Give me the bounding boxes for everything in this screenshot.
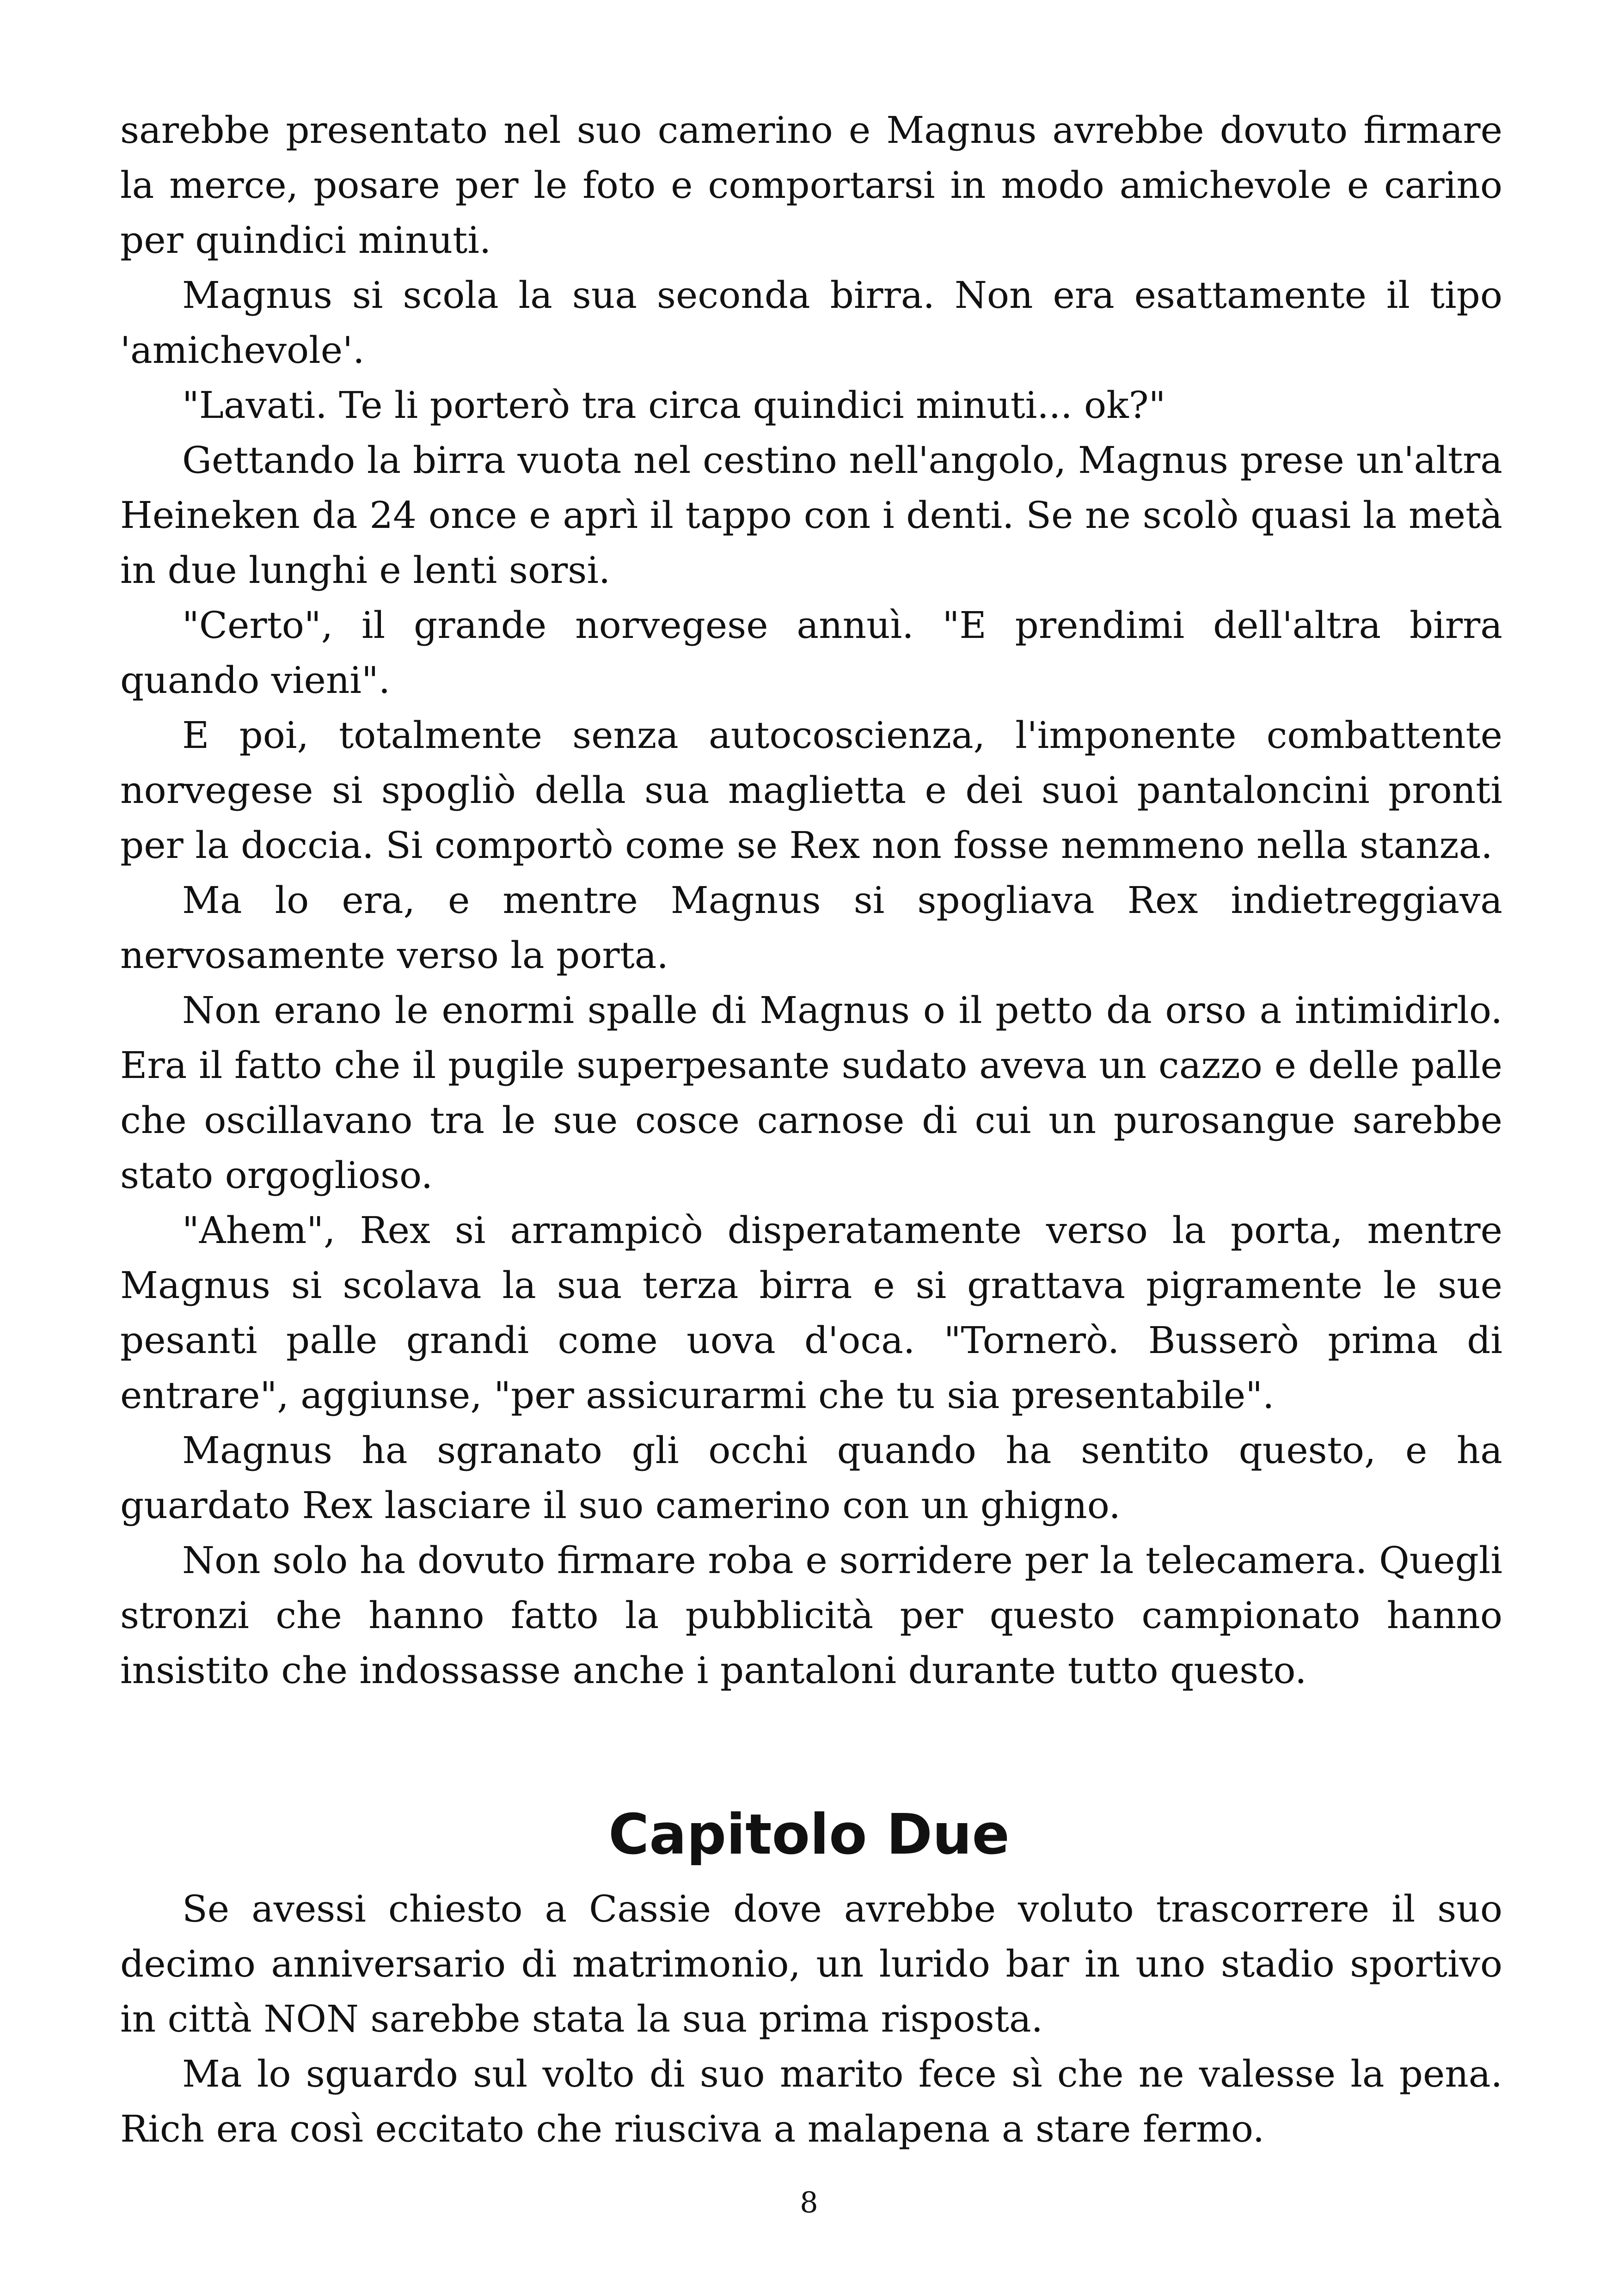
paragraph: E poi, totalmente senza autocoscienza, l'imponente combattente norvegese si spogliò della sua maglietta e dei suoi pantaloncini pronti per la doccia. Si comportò come se Rex non fosse nemmeno nella stanza. xyxy=(120,714,1502,867)
paragraph: sarebbe presentato nel suo camerino e Magnus avrebbe dovuto firmare la merce, posare per le foto e comportarsi in modo amichevole e carino per quindici minuti. xyxy=(120,109,1502,262)
paragraph: Non erano le enormi spalle di Magnus o il petto da orso a intimidirlo. Era il fatto che il pugile superpesante sudato aveva un cazzo e delle palle che oscillavano tra le sue cosce carnose di cui un purosangue sarebbe stato orgoglioso. xyxy=(120,989,1502,1197)
paragraph: Se avessi chiesto a Cassie dove avrebbe voluto trascorrere il suo decimo anniversario di matrimonio, un lurido bar in uno stadio sportivo in città NON sarebbe stata la sua prima risposta. xyxy=(120,1887,1502,2040)
chapter-one-ending-text xyxy=(120,103,1502,1698)
page-number: 8 xyxy=(800,2186,818,2219)
chapter-heading: Capitolo Due xyxy=(608,1803,1010,1867)
paragraph: Magnus ha sgranato gli occhi quando ha sentito questo, e ha guardato Rex lasciare il suo camerino con un ghigno. xyxy=(120,1429,1502,1527)
paragraph: "Lavati. Te li porterò tra circa quindici minuti... ok?" xyxy=(182,384,1166,427)
chapter-two-text xyxy=(120,1881,1502,2156)
paragraph: "Ahem", Rex si arrampicò disperatamente verso la porta, mentre Magnus si scolava la sua terza birra e si grattava pigramente le sue pesanti palle grandi come uova d'oca. "Tornerò. Busserò prima di entrare", aggiunse, "per assicurarmi che tu sia presentabile". xyxy=(120,1209,1502,1417)
paragraph: Ma lo era, e mentre Magnus si spogliava Rex indietreggiava nervosamente verso la porta. xyxy=(120,879,1502,977)
paragraph: Ma lo sguardo sul volto di suo marito fece sì che ne valesse la pena. Rich era così eccitato che riusciva a malapena a stare fermo. xyxy=(120,2052,1502,2150)
paragraph: Non solo ha dovuto firmare roba e sorridere per la telecamera. Quegli stronzi che hanno fatto la pubblicità per questo campionato hanno insistito che indossasse anche i pantaloni durante tutto questo. xyxy=(120,1539,1502,1692)
paragraph: Gettando la birra vuota nel cestino nell'angolo, Magnus prese un'altra Heineken da 24 once e aprì il tappo con i denti. Se ne scolò quasi la metà in due lunghi e lenti sorsi. xyxy=(120,439,1502,592)
paragraph: "Certo", il grande norvegese annuì. "E prendimi dell'altra birra quando vieni". xyxy=(120,604,1502,702)
paragraph: Magnus si scola la sua seconda birra. Non era esattamente il tipo 'amichevole'. xyxy=(120,274,1502,372)
